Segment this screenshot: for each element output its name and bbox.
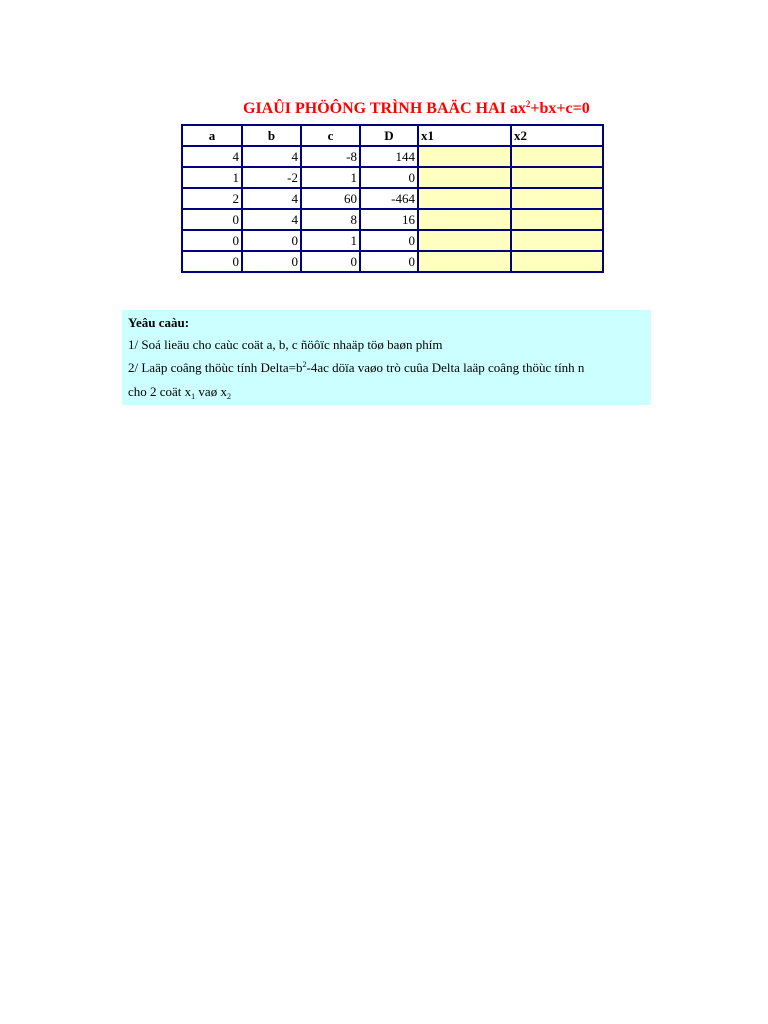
cell-b[interactable]: 4	[242, 188, 301, 209]
cell-x2[interactable]	[511, 146, 603, 167]
cell-a[interactable]: 0	[182, 230, 242, 251]
cell-a[interactable]: 4	[182, 146, 242, 167]
table-row	[182, 146, 603, 167]
cell-a[interactable]: 0	[182, 209, 242, 230]
header-row	[182, 125, 603, 146]
requirements-box	[122, 310, 651, 405]
cell-x1[interactable]	[418, 251, 511, 272]
page-title	[243, 100, 663, 118]
requirement-2-text-b: -4ac döïa vaøo trò cuûa Delta laäp coâng thöùc tính n	[306, 360, 585, 375]
table-row	[182, 230, 603, 251]
header-b[interactable]: b	[242, 125, 301, 146]
header-c[interactable]: c	[301, 125, 360, 146]
requirement-3-text-a: cho 2 coät x	[128, 384, 192, 399]
title-prefix: GIAÛI PHÖÔNG TRÌNH BAÄC HAI ax	[243, 100, 526, 117]
requirement-3-sub-2: 2	[226, 392, 231, 401]
cell-delta[interactable]: 0	[360, 230, 418, 251]
cell-x2[interactable]	[511, 167, 603, 188]
cell-c[interactable]: 0	[301, 251, 360, 272]
cell-c[interactable]: -8	[301, 146, 360, 167]
table-row	[182, 188, 603, 209]
requirement-2-exponent: 2	[302, 360, 307, 369]
table-row	[182, 167, 603, 188]
cell-x2[interactable]	[511, 230, 603, 251]
cell-delta[interactable]: 0	[360, 167, 418, 188]
cell-b[interactable]: 4	[242, 209, 301, 230]
table-row	[182, 251, 603, 272]
table-row	[182, 209, 603, 230]
cell-delta[interactable]: 0	[360, 251, 418, 272]
requirement-2	[128, 360, 584, 376]
cell-x1[interactable]	[418, 230, 511, 251]
header-a[interactable]: a	[182, 125, 242, 146]
cell-x2[interactable]	[511, 188, 603, 209]
cell-a[interactable]: 2	[182, 188, 242, 209]
cell-delta[interactable]: 144	[360, 146, 418, 167]
cell-b[interactable]: 0	[242, 230, 301, 251]
requirement-3-text-b: vaø x	[195, 384, 227, 399]
requirement-1: 1/ Soá lieäu cho caùc coät a, b, c ñöôïc nhaäp töø baøn phím	[128, 337, 443, 352]
requirement-3	[128, 384, 231, 400]
title-suffix: +bx+c=0	[530, 100, 590, 117]
requirement-3-sub-1: 1	[191, 392, 196, 401]
requirement-2-text-a: 2/ Laäp coâng thöùc tính Delta=b	[128, 360, 303, 375]
cell-c[interactable]: 8	[301, 209, 360, 230]
cell-x2[interactable]	[511, 209, 603, 230]
cell-x1[interactable]	[418, 209, 511, 230]
cell-b[interactable]: 0	[242, 251, 301, 272]
requirements-heading: Yeâu caàu:	[128, 315, 190, 330]
cell-x2[interactable]	[511, 251, 603, 272]
quadratic-table	[181, 124, 604, 273]
header-d[interactable]: D	[360, 125, 418, 146]
cell-c[interactable]: 1	[301, 230, 360, 251]
cell-b[interactable]: -2	[242, 167, 301, 188]
cell-c[interactable]: 60	[301, 188, 360, 209]
cell-x1[interactable]	[418, 167, 511, 188]
title-exponent: 2	[525, 99, 531, 109]
cell-a[interactable]: 0	[182, 251, 242, 272]
cell-delta[interactable]: -464	[360, 188, 418, 209]
cell-c[interactable]: 1	[301, 167, 360, 188]
header-x1[interactable]: x1	[418, 125, 511, 146]
cell-a[interactable]: 1	[182, 167, 242, 188]
cell-x1[interactable]	[418, 188, 511, 209]
header-x2[interactable]: x2	[511, 125, 603, 146]
cell-x1[interactable]	[418, 146, 511, 167]
cell-delta[interactable]: 16	[360, 209, 418, 230]
cell-b[interactable]: 4	[242, 146, 301, 167]
